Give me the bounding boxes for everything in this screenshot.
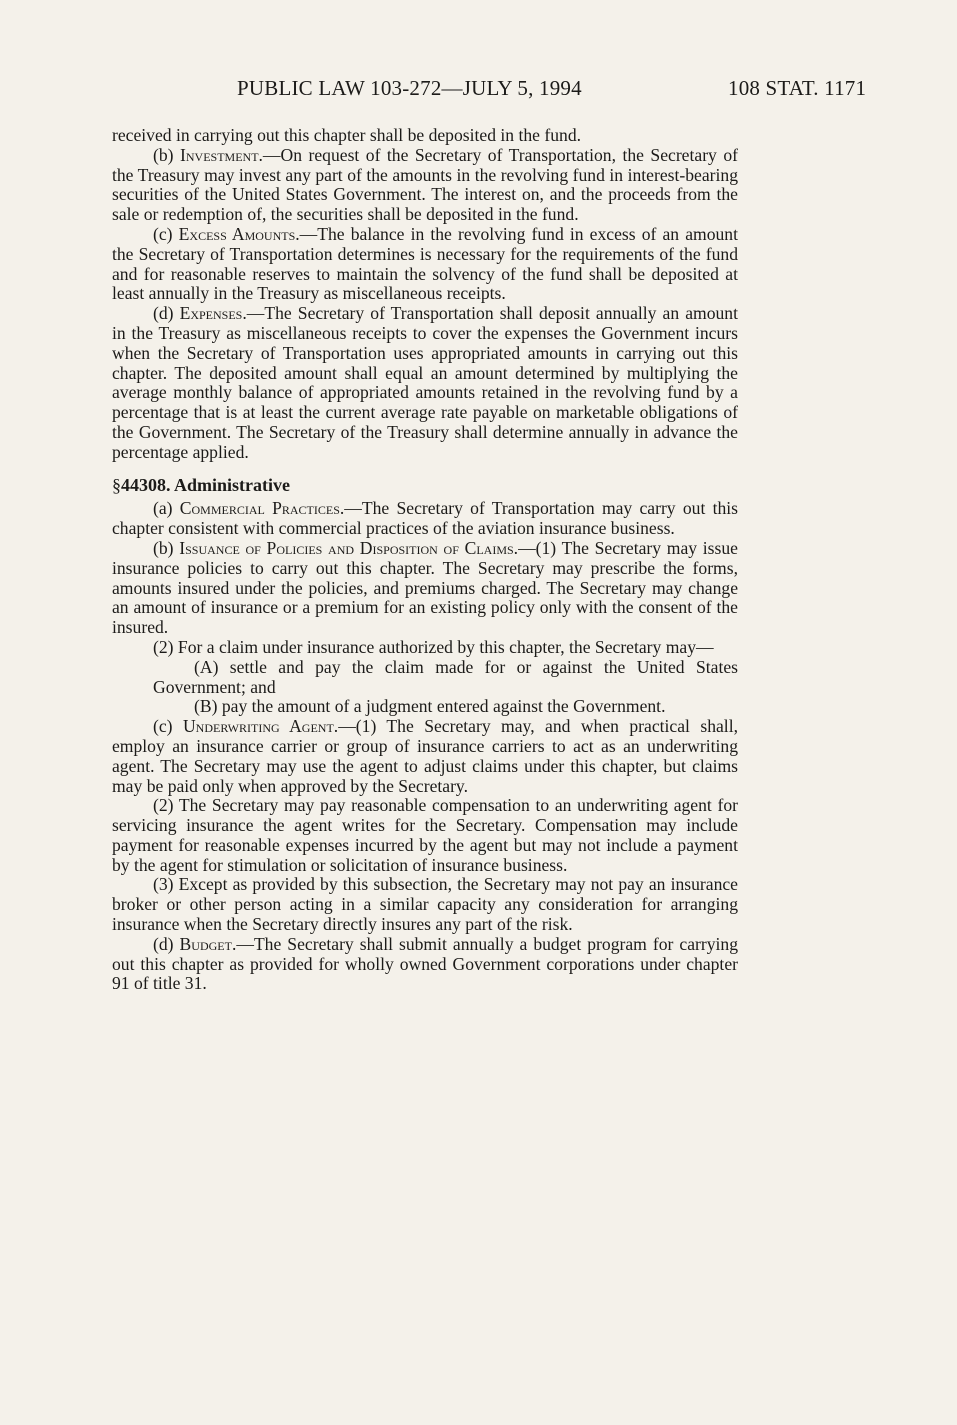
paragraph-underwriting-agent [112,717,738,796]
statute-page-number: 108 STAT. 1171 [728,76,867,100]
section-title: 44308. Administrative [121,474,290,495]
paragraph-label: (d) [153,303,180,324]
paragraph-text: —The Secretary of Transportation shall deposit annually an amount in the Treasury as miscellaneous receipts to cover the expenses the Government incurs when the Secretary of Transportation uses appropriated amounts in carrying out this chapter. The deposited amount shall equal an amount determined by multiplying the average monthly balance of appropriated amounts retained in the revolving fund by a percentage that is at least the current average rate payable on marketable obligations of the Government. The Secretary of the Treasury shall determine annually in advance the percentage applied. [112,303,738,462]
paragraph-label: (c) [153,223,179,244]
paragraph-text: —The Secretary shall submit annually a budget program for carrying out this chapter as provided for wholly owned Government corporations under chapter 91 of title 31. [112,933,739,994]
paragraph-text: (B) pay the amount of a judgment entered against the Government. [194,696,666,717]
paragraph-claims [112,638,738,658]
paragraph-label: (c) [153,716,183,737]
paragraph-text: (A) settle and pay the claim made for or against the United States Government; and [153,656,738,697]
paragraph-label: (d) [153,933,180,954]
paragraph-text: (2) For a claim under insurance authorized by this chapter, the Secretary may— [153,636,714,657]
paragraph-heading: Excess Amounts. [178,223,300,244]
paragraph-issuance-of-policies [112,539,738,638]
paragraph-text: —The balance in the revolving fund in excess of an amount the Secretary of Transportation determines is necessary for the requirements of the fund and for reasonable reserves to maintain the solvency of the fund shall be deposited at least annually in the Treasury as miscellaneous receipts. [112,223,738,304]
paragraph-excess-amounts [112,225,738,304]
paragraph-expenses [112,304,738,462]
paragraph-heading: Investment. [180,144,263,165]
paragraph-heading: Commercial Practices. [179,498,345,519]
paragraph-commercial-practices [112,499,738,539]
paragraph-heading: Budget. [179,933,237,954]
paragraph-investment [112,146,738,225]
paragraph-text: —(1) The Secretary may, and when practical shall, employ an insurance carrier or group of insurance carriers to act as an underwriting agent. The Secretary may use the agent to adjust claims under this chapter, but claims may be paid only when approved by the Secretary. [112,716,738,796]
paragraph-compensation [112,796,738,875]
running-header-title: PUBLIC LAW 103-272—JULY 5, 1994 [237,76,582,100]
paragraph-text: —(1) The Secretary may issue insurance policies to carry out this chapter. The Secretary may prescribe the forms, amounts insured under the policies, and premiums charged. The Secretary may change an amount of insurance or a premium for an existing policy only with the consent of the insured. [112,537,738,638]
paragraph-label: (a) [153,498,180,519]
paragraph-broker [112,875,738,934]
paragraph-text: (2) The Secretary may pay reasonable compensation to an underwriting agent for servicing insurance the agent writes for the Secretary. Compensation may include payment for reasonable expenses incurred by the agent but may not include a payment by the agent for stimulation or solicitation of insurance business. [112,795,738,875]
paragraph-budget [112,935,738,994]
paragraph-label: (b) [153,537,180,558]
paragraph-heading: Underwriting Agent. [182,716,339,737]
paragraph-heading: Expenses. [179,303,247,324]
paragraph-text: —On request of the Secretary of Transportation, the Secretary of the Treasury may invest any part of the amounts in the revolving fund in interest-bearing securities of the United States Government. The interest on, and the proceeds from the sale or redemption of, the securities shall be deposited in the fund. [112,144,738,225]
section-heading [112,476,738,496]
section-symbol: § [112,474,121,495]
paragraph-text: (3) Except as provided by this subsection, the Secretary may not pay an insurance broker or other person acting in a similar capacity any consideration for arranging insurance when the Secretary directly insures any part of the risk. [112,874,738,935]
paragraph-label: (b) [153,144,180,165]
paragraph-text: received in carrying out this chapter shall be deposited in the fund. [112,125,582,145]
paragraph-text: —The Secretary of Transportation may carry out this chapter consistent with commercial practices of the aviation insurance business. [112,498,738,539]
paragraph-claims-b [112,697,738,717]
paragraph-heading: Issuance of Policies and Disposition of Claims. [179,537,519,558]
paragraph-continuation [112,126,738,146]
body-text [112,126,738,994]
paragraph-claims-a [112,658,738,698]
